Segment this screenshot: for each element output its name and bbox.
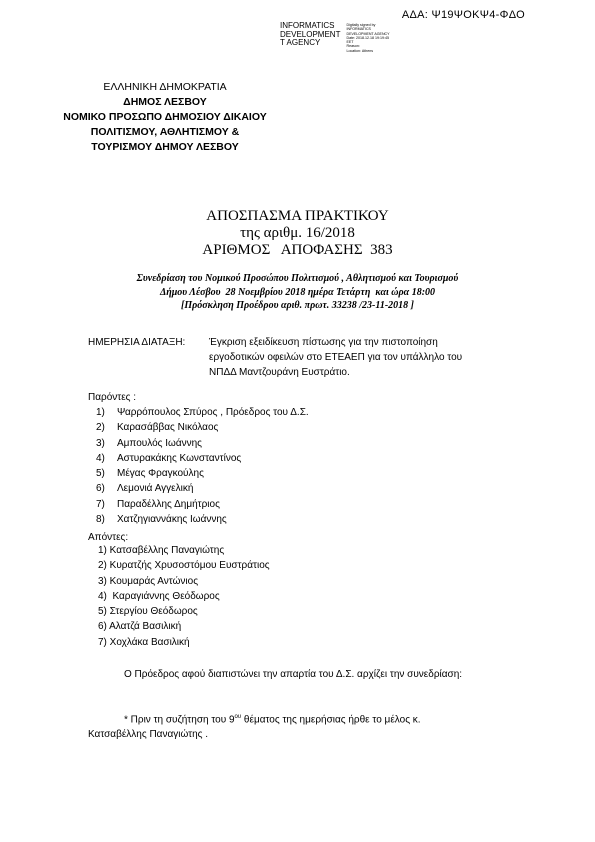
arrival-note-member: Κατσαβέλλης Παναγιώτης . <box>88 729 209 741</box>
list-item <box>96 512 309 527</box>
item-number: 6) <box>96 483 105 495</box>
list-item: 4) Καραγιάννης Θεόδωρος <box>98 590 220 602</box>
list-item: 3) Κουμαράς Αντώνιος <box>98 575 199 587</box>
list-item <box>96 451 309 466</box>
meeting-info-line-2: Δήμου Λέσβου 28 Νοεμβρίου 2018 ημέρα Τετάρτη και ώρα 18:00 <box>159 286 436 298</box>
list-item: 2) Κυρατζής Χρυσοστόμου Ευστράτιος <box>98 560 270 572</box>
signature-signer-name <box>280 22 340 53</box>
item-number: 4) <box>96 452 105 464</box>
member-name: Χατζηγιαννάκης Ιωάννης <box>117 514 227 526</box>
member-name: Καρασάββας Νικόλαος <box>117 422 219 434</box>
signer-line: DEVELOPMENT <box>280 29 341 39</box>
agenda-label: ΗΜΕΡΗΣΙΑ ΔΙΑΤΑΞΗ: <box>88 337 186 348</box>
digital-signature-stamp <box>280 22 390 53</box>
item-number: 5) <box>96 468 105 480</box>
item-number: 2) <box>96 422 105 434</box>
item-number: 3) <box>96 437 105 449</box>
meeting-info <box>0 272 595 313</box>
header-municipality: ΔΗΜΟΣ ΛΕΣΒΟΥ <box>123 96 207 108</box>
meeting-invitation: [Πρόσκληση Προέδρου αριθ. πρωτ. 33238 /23-11-2018 ] <box>181 300 414 311</box>
signature-detail-line: Digitally signed by <box>346 23 376 27</box>
document-title <box>0 208 595 259</box>
member-name: Αστυρακάκης Κωνσταντίνος <box>117 452 242 464</box>
signature-detail-line: EET <box>346 40 354 45</box>
member-name: Ψαρρόπουλος Σπύρος , Πρόεδρος του Δ.Σ. <box>117 407 309 418</box>
present-heading: Παρόντες : <box>88 392 137 403</box>
title-minutes-number: της αριθμ. 16/2018 <box>240 225 355 241</box>
ada-code: ΑΔΑ: Ψ19ΨΟΚΨ4-ΦΔΟ <box>401 9 525 21</box>
ordinal-suffix: ου <box>234 714 242 720</box>
arrival-note-text-continued: θέματος της ημερήσιας ήρθε το μέλος κ. <box>241 714 421 726</box>
item-number: 1) <box>96 407 105 418</box>
header-entity-line-1: ΝΟΜΙΚΟ ΠΡΟΣΩΠΟ ΔΗΜΟΣΙΟΥ ΔΙΚΑΙΟΥ <box>63 111 267 123</box>
signature-detail-line: Location: Athens <box>346 48 374 53</box>
header-country: ΕΛΛΗΝΙΚΗ ΔΗΜΟΚΡΑΤΙΑ <box>103 81 227 93</box>
agenda-text-line-1: Έγκριση εξειδίκευση πίστωσης για την πιστοποίηση <box>209 337 438 348</box>
header-entity-line-2: ΠΟΛΙΤΙΣΜΟΥ, ΑΘΛΗΤΙΣΜΟΥ & <box>90 126 240 138</box>
list-item: 5) Στεργίου Θεόδωρος <box>98 606 198 618</box>
list-item <box>96 481 309 496</box>
title-decision-number: ΑΡΙΘΜΟΣ ΑΠΟΦΑΣΗΣ 383 <box>202 242 393 258</box>
absent-heading: Απόντες: <box>88 532 129 543</box>
list-item: 6) Αλατζά Βασιλική <box>98 621 182 633</box>
list-item: 7) Χοχλάκα Βασιλική <box>98 636 190 648</box>
signature-detail-line: INFORMATICS <box>346 27 371 32</box>
title-excerpt: ΑΠΟΣΠΑΣΜΑ ΠΡΑΚΤΙΚΟΥ <box>206 208 389 224</box>
signer-line: T AGENCY <box>280 38 321 47</box>
item-number: 7) <box>96 498 105 510</box>
quorum-statement: Ο Πρόεδρος αφού διαπιστώνει την απαρτία του Δ.Σ. αρχίζει την συνεδρίαση: <box>124 669 463 680</box>
signature-detail-line: DEVELOPMENT AGENCY <box>346 31 390 36</box>
agenda-text-line-2: εργοδοτικών οφειλών στο ΕΤΕΑΕΠ για τον υπάλληλο του <box>209 352 463 363</box>
member-name: Αμπουλός Ιωάννης <box>117 437 202 449</box>
member-name: Παραδέλλης Δημήτριος <box>117 498 220 510</box>
member-name: Μέγας Φραγκούλης <box>117 468 204 480</box>
list-item <box>96 436 309 451</box>
present-list <box>96 405 309 527</box>
arrival-note-text: * Πριν τη συζήτηση του 9 <box>124 714 235 726</box>
signer-line: INFORMATICS <box>280 21 335 30</box>
list-item <box>96 466 309 481</box>
meeting-info-line-1: Συνεδρίαση του Νομικού Προσώπου Πολιτισμού , Αθλητισμού και Τουρισμού <box>136 273 459 284</box>
list-item: 1) Κατσαβέλλης Παναγιώτης <box>98 545 225 556</box>
member-arrival-note <box>88 710 518 742</box>
member-name: Λεμονιά Αγγελική <box>117 483 194 495</box>
list-item <box>96 405 309 420</box>
signature-detail-line: Date: 2018.12.18 19:19:45 <box>346 35 390 40</box>
item-number: 8) <box>96 514 105 526</box>
header-entity-line-3: ΤΟΥΡΙΣΜΟΥ ΔΗΜΟΥ ΛΕΣΒΟΥ <box>91 141 239 153</box>
signature-details <box>346 22 389 53</box>
signature-detail-line: Reason: <box>346 44 360 49</box>
absent-list <box>98 543 270 650</box>
list-item <box>96 420 309 435</box>
list-item <box>96 497 309 512</box>
organization-header <box>0 80 330 155</box>
agenda-text-line-3: ΝΠΔΔ Μαντζουράνη Ευστράτιο. <box>209 367 350 378</box>
agenda <box>88 335 462 380</box>
